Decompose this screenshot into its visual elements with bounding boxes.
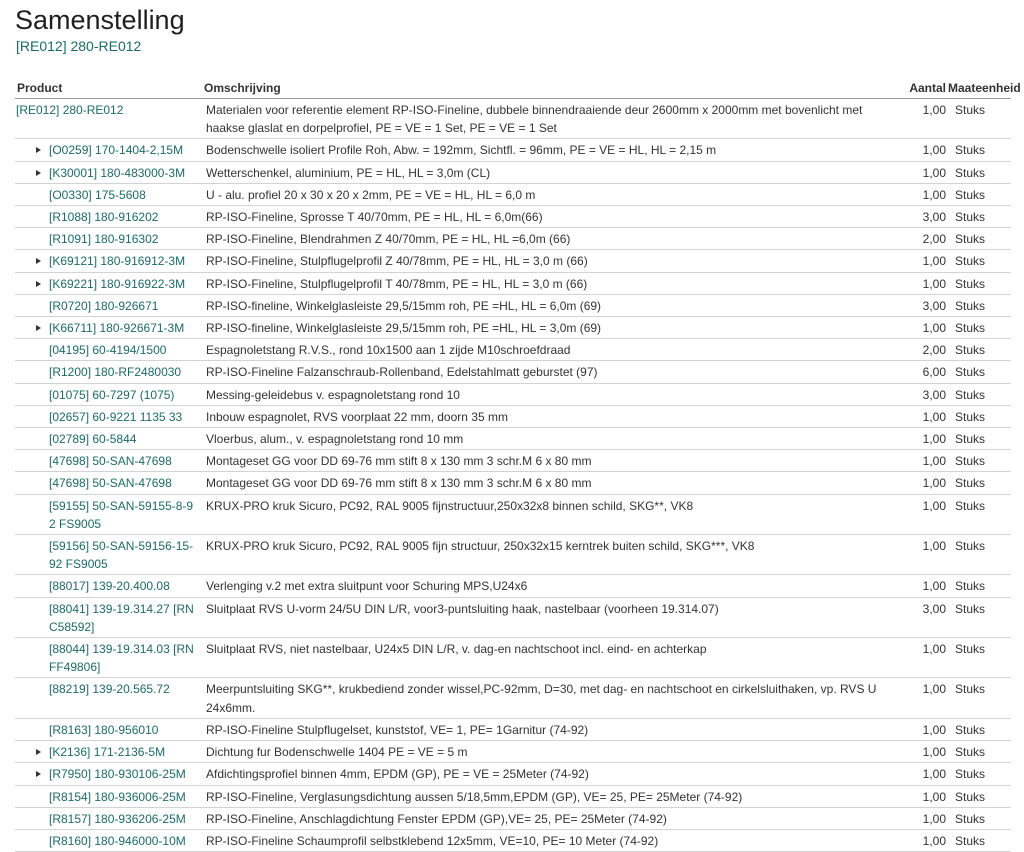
product-code[interactable]: [59155] 50-SAN-59155-8-92 FS9005: [49, 498, 194, 531]
description-cell: Montageset GG voor DD 69-76 mm stift 8 x 130 mm 3 schr.M 6 x 80 mm: [202, 450, 894, 472]
unit-cell: Stuks: [946, 428, 1011, 450]
unit-cell: Stuks: [946, 99, 1011, 139]
unit-cell: Stuks: [946, 829, 1011, 851]
product-code[interactable]: [R1200] 180-RF2480030: [49, 365, 182, 380]
product-code[interactable]: [O0259] 170-1404-2,15M: [49, 143, 184, 158]
product-code[interactable]: [R7950] 180-930106-25M: [49, 767, 186, 782]
product-code[interactable]: [02657] 60-9221 1135 33: [49, 409, 183, 424]
product-cell[interactable]: [15, 405, 202, 427]
product-cell[interactable]: [15, 139, 202, 161]
quantity-cell: 1,00: [894, 829, 946, 851]
unit-cell: Stuks: [946, 785, 1011, 807]
table-row[interactable]: [15, 161, 1011, 183]
product-code[interactable]: [88219] 139-20.565.72: [49, 682, 170, 697]
unit-cell: Stuks: [946, 317, 1011, 339]
quantity-cell: 3,00: [894, 383, 946, 405]
product-code[interactable]: [R0720] 180-926671: [49, 298, 159, 313]
quantity-cell: 1,00: [894, 472, 946, 494]
unit-cell: Stuks: [946, 763, 1011, 785]
description-cell: Montageset GG voor DD 69-76 mm stift 8 x 130 mm 3 schr.M 6 x 80 mm: [202, 472, 894, 494]
product-code[interactable]: [47698] 50-SAN-47698: [49, 454, 172, 469]
unit-cell: Stuks: [946, 807, 1011, 829]
indent: [15, 832, 49, 850]
product-code[interactable]: [R1088] 180-916202: [49, 210, 159, 225]
description-cell: RP-ISO-Fineline, Sprosse T 40/70mm, PE = HL, HL = 6,0m(66): [202, 206, 894, 228]
table-row[interactable]: [15, 361, 1011, 383]
unit-cell: Stuks: [946, 741, 1011, 763]
expand-arrow-icon[interactable]: [36, 325, 41, 331]
product-code[interactable]: [O0330] 175-5608: [49, 187, 146, 202]
unit-cell: Stuks: [946, 575, 1011, 597]
quantity-cell: 1,00: [894, 807, 946, 829]
indent: [15, 430, 49, 448]
description-cell: Sluitplaat RVS, niet nastelbaar, U24x5 DIN L/R, v. dag-en nachtschoot incl. eind- en achterkap: [202, 638, 894, 678]
column-header-quantity[interactable]: Aantal: [894, 79, 946, 99]
table-row[interactable]: [15, 428, 1011, 450]
unit-cell: Stuks: [946, 472, 1011, 494]
unit-cell: Stuks: [946, 361, 1011, 383]
quantity-cell: 1,00: [894, 535, 946, 575]
page-subtitle: [RE012] 280-RE012: [16, 38, 142, 54]
description-cell: Wetterschenkel, aluminium, PE = HL, HL = 3,0m (CL): [202, 161, 894, 183]
table-row[interactable]: [15, 405, 1011, 427]
product-cell[interactable]: [15, 361, 202, 383]
table-row[interactable]: [15, 678, 1011, 718]
table-row[interactable]: [15, 807, 1011, 829]
product-code[interactable]: [01075] 60-7297 (1075): [49, 387, 175, 402]
indent: [15, 252, 49, 270]
product-code[interactable]: [88044] 139-19.314.03 [RNFF49806]: [49, 642, 194, 675]
product-code[interactable]: [RE012] 280-RE012: [16, 103, 124, 117]
indent: [15, 474, 49, 492]
quantity-cell: 1,00: [894, 317, 946, 339]
quantity-cell: 1,00: [894, 450, 946, 472]
product-code[interactable]: [R8163] 180-956010: [49, 722, 159, 737]
table-row[interactable]: [15, 597, 1011, 637]
product-cell[interactable]: [15, 763, 202, 785]
unit-cell: Stuks: [946, 678, 1011, 718]
quantity-cell: 2,00: [894, 228, 946, 250]
description-cell: RP-ISO-Fineline Schaumprofil selbstklebend 12x5mm, VE=10, PE= 10 Meter (74-92): [202, 829, 894, 851]
product-code[interactable]: [59156] 50-SAN-59156-15-92 FS9005: [49, 539, 194, 572]
description-cell: Verlenging v.2 met extra sluitpunt voor Schuring MPS,U24x6: [202, 575, 894, 597]
quantity-cell: 1,00: [894, 250, 946, 272]
product-code[interactable]: [K69121] 180-916912-3M: [49, 254, 186, 269]
quantity-cell: 1,00: [894, 678, 946, 718]
product-cell[interactable]: [15, 741, 202, 763]
product-cell[interactable]: [15, 678, 202, 718]
table-row[interactable]: [15, 535, 1011, 575]
table-row[interactable]: [15, 575, 1011, 597]
description-cell: Materialen voor referentie element RP-ISO-Fineline, dubbele binnendraaiende deur 2600mm x 2000mm met bovenlicht met haakse glaslat en dorpelprofiel, PE = VE = 1 Set, PE = VE = 1 Set: [202, 99, 894, 139]
indent: [15, 452, 49, 470]
quantity-cell: 1,00: [894, 785, 946, 807]
product-cell[interactable]: [15, 383, 202, 405]
expand-arrow-icon[interactable]: [36, 170, 41, 176]
table-row[interactable]: [15, 250, 1011, 272]
product-cell[interactable]: [15, 294, 202, 316]
product-code[interactable]: [R8160] 180-946000-10M: [49, 833, 186, 848]
unit-cell: Stuks: [946, 294, 1011, 316]
product-cell[interactable]: [15, 206, 202, 228]
indent: [15, 810, 49, 828]
quantity-cell: 1,00: [894, 575, 946, 597]
description-cell: RP-ISO-Fineline, Stulpflugelprofil T 40/78mm, PE = HL, HL = 3,0 m (66): [202, 272, 894, 294]
table-row[interactable]: [15, 294, 1011, 316]
table-row[interactable]: [15, 139, 1011, 161]
quantity-cell: 3,00: [894, 294, 946, 316]
product-cell[interactable]: [15, 228, 202, 250]
indent: [15, 788, 49, 806]
indent: [15, 275, 49, 293]
quantity-cell: 3,00: [894, 597, 946, 637]
product-cell[interactable]: [15, 428, 202, 450]
product-code[interactable]: [02789] 60-5844: [49, 432, 137, 447]
product-code[interactable]: [R8157] 180-936206-25M: [49, 811, 186, 826]
table-row[interactable]: [15, 272, 1011, 294]
quantity-cell: 3,00: [894, 206, 946, 228]
description-cell: RP-ISO-fineline, Winkelglasleiste 29,5/15mm roh, PE =HL, HL = 3,0m (69): [202, 317, 894, 339]
quantity-cell: 1,00: [894, 161, 946, 183]
table-row[interactable]: [15, 741, 1011, 763]
indent: [15, 230, 49, 248]
unit-cell: Stuks: [946, 139, 1011, 161]
description-cell: RP-ISO-fineline, Winkelglasleiste 29,5/15mm roh, PE =HL, HL = 6,0m (69): [202, 294, 894, 316]
quantity-cell: 1,00: [894, 183, 946, 205]
description-cell: Vloerbus, alum., v. espagnoletstang rond 10 mm: [202, 428, 894, 450]
expand-arrow-icon[interactable]: [36, 281, 41, 287]
table-row[interactable]: [15, 450, 1011, 472]
unit-cell: Stuks: [946, 494, 1011, 534]
table-row[interactable]: [15, 206, 1011, 228]
description-cell: Sluitplaat RVS U-vorm 24/5U DIN L/R, voor3-puntsluiting haak, nastelbaar (voorheen 19.314.07): [202, 597, 894, 637]
quantity-cell: 1,00: [894, 405, 946, 427]
indent: [15, 640, 49, 658]
product-cell[interactable]: [15, 339, 202, 361]
product-code[interactable]: [K69221] 180-916922-3M: [49, 276, 186, 291]
indent: [15, 721, 49, 739]
indent: [15, 164, 49, 182]
quantity-cell: 6,00: [894, 361, 946, 383]
product-cell[interactable]: [15, 638, 202, 678]
indent: [15, 363, 49, 381]
description-cell: RP-ISO-Fineline, Blendrahmen Z 40/70mm, PE = HL, HL =6,0m (66): [202, 228, 894, 250]
unit-cell: Stuks: [946, 535, 1011, 575]
indent: [15, 408, 49, 426]
table-row[interactable]: [15, 638, 1011, 678]
unit-cell: Stuks: [946, 183, 1011, 205]
product-code[interactable]: [K30001] 180-483000-3M: [49, 165, 186, 180]
product-cell[interactable]: [15, 183, 202, 205]
product-cell[interactable]: [15, 597, 202, 637]
table-row[interactable]: [15, 785, 1011, 807]
product-cell[interactable]: [15, 575, 202, 597]
description-cell: KRUX-PRO kruk Sicuro, PC92, RAL 9005 fijnstructuur,250x32x8 binnen schild, SKG**, VK8: [202, 494, 894, 534]
expand-arrow-icon[interactable]: [36, 749, 41, 755]
quantity-cell: 1,00: [894, 741, 946, 763]
table-row[interactable]: [15, 829, 1011, 851]
unit-cell: Stuks: [946, 638, 1011, 678]
table-row[interactable]: [15, 183, 1011, 205]
expand-arrow-icon[interactable]: [36, 771, 41, 777]
product-code[interactable]: [K66711] 180-926671-3M: [49, 321, 185, 336]
product-cell[interactable]: [15, 472, 202, 494]
product-cell[interactable]: [15, 250, 202, 272]
indent: [15, 186, 49, 204]
quantity-cell: 1,00: [894, 638, 946, 678]
indent: [15, 208, 49, 226]
expand-arrow-icon[interactable]: [36, 258, 41, 264]
description-cell: Espagnoletstang R.V.S., rond 10x1500 aan 1 zijde M10schroefdraad: [202, 339, 894, 361]
unit-cell: Stuks: [946, 597, 1011, 637]
column-header-product[interactable]: Product: [15, 79, 202, 99]
quantity-cell: 1,00: [894, 494, 946, 534]
product-code[interactable]: [88017] 139-20.400.08: [49, 579, 170, 594]
indent: [15, 600, 49, 618]
product-code[interactable]: [04195] 60-4194/1500: [49, 343, 167, 358]
indent: [15, 743, 49, 761]
table-row[interactable]: [15, 228, 1011, 250]
product-cell[interactable]: [15, 99, 202, 139]
quantity-cell: 1,00: [894, 99, 946, 139]
product-cell[interactable]: [15, 317, 202, 339]
unit-cell: Stuks: [946, 272, 1011, 294]
table-row[interactable]: [15, 472, 1011, 494]
quantity-cell: 2,00: [894, 339, 946, 361]
product-cell[interactable]: [15, 829, 202, 851]
product-cell[interactable]: [15, 450, 202, 472]
product-cell[interactable]: [15, 494, 202, 534]
indent: [15, 680, 49, 698]
table-row[interactable]: [15, 99, 1011, 139]
expand-arrow-icon[interactable]: [36, 147, 41, 153]
indent: [15, 319, 49, 337]
product-cell[interactable]: [15, 535, 202, 575]
unit-cell: Stuks: [946, 206, 1011, 228]
quantity-cell: 1,00: [894, 763, 946, 785]
product-cell[interactable]: [15, 161, 202, 183]
product-cell[interactable]: [15, 718, 202, 740]
description-cell: RP-ISO-Fineline Falzanschraub-Rollenband, Edelstahlmatt geburstet (97): [202, 361, 894, 383]
description-cell: RP-ISO-Fineline, Verglasungsdichtung aussen 5/18,5mm,EPDM (GP), VE= 25, PE= 25Meter (74-92): [202, 785, 894, 807]
table-row[interactable]: [15, 763, 1011, 785]
column-header-unit[interactable]: Maateenheid: [946, 79, 1011, 99]
product-code[interactable]: [47698] 50-SAN-47698: [49, 476, 172, 491]
unit-cell: Stuks: [946, 250, 1011, 272]
page-title: Samenstelling: [15, 5, 185, 35]
product-code[interactable]: [R8154] 180-936006-25M: [49, 789, 186, 804]
indent: [15, 297, 49, 315]
description-cell: RP-ISO-Fineline, Anschlagdichtung Fenster EPDM (GP),VE= 25, PE= 25Meter (74-92): [202, 807, 894, 829]
description-cell: Meerpuntsluiting SKG**, krukbediend zonder wissel,PC-92mm, D=30, met dag- en nachtschoot en cirkelsluithaken, vp. RVS U 24x6mm.: [202, 678, 894, 718]
unit-cell: Stuks: [946, 228, 1011, 250]
description-cell: U - alu. profiel 20 x 30 x 20 x 2mm, PE = VE = HL, HL = 6,0 m: [202, 183, 894, 205]
bom-table: [15, 79, 1021, 852]
unit-cell: Stuks: [946, 161, 1011, 183]
indent: [15, 141, 49, 159]
column-header-description[interactable]: Omschrijving: [202, 79, 894, 99]
table-body: [15, 99, 1011, 852]
description-cell: Inbouw espagnolet, RVS voorplaat 22 mm, doorn 35 mm: [202, 405, 894, 427]
unit-cell: Stuks: [946, 339, 1011, 361]
indent: [15, 386, 49, 404]
description-cell: Messing-geleidebus v. espagnoletstang rond 10: [202, 383, 894, 405]
indent: [15, 497, 49, 515]
unit-cell: Stuks: [946, 718, 1011, 740]
indent: [15, 577, 49, 595]
description-cell: KRUX-PRO kruk Sicuro, PC92, RAL 9005 fijn structuur, 250x32x15 kerntrek buiten schild, SKG***, VK8: [202, 535, 894, 575]
product-code[interactable]: [K2136] 171-2136-5M: [49, 745, 166, 760]
product-cell[interactable]: [15, 785, 202, 807]
table-row[interactable]: [15, 339, 1011, 361]
unit-cell: Stuks: [946, 450, 1011, 472]
description-cell: Bodenschwelle isoliert Profile Roh, Abw. = 192mm, Sichtfl. = 96mm, PE = VE = HL, HL = 2,15 m: [202, 139, 894, 161]
product-code[interactable]: [R1091] 180-916302: [49, 232, 159, 247]
unit-cell: Stuks: [946, 405, 1011, 427]
table-row[interactable]: [15, 383, 1011, 405]
description-cell: Dichtung fur Bodenschwelle 1404 PE = VE = 5 m: [202, 741, 894, 763]
quantity-cell: 1,00: [894, 428, 946, 450]
quantity-cell: 1,00: [894, 139, 946, 161]
indent: [15, 341, 49, 359]
description-cell: RP-ISO-Fineline Stulpflugelset, kunststof, VE= 1, PE= 1Garnitur (74-92): [202, 718, 894, 740]
unit-cell: Stuks: [946, 383, 1011, 405]
indent: [15, 537, 49, 555]
indent: [15, 101, 16, 119]
table-row[interactable]: [15, 494, 1011, 534]
description-cell: RP-ISO-Fineline, Stulpflugelprofil Z 40/78mm, PE = HL, HL = 3,0 m (66): [202, 250, 894, 272]
indent: [15, 765, 49, 783]
quantity-cell: 1,00: [894, 718, 946, 740]
table-header-row: [15, 79, 1011, 99]
description-cell: Afdichtingsprofiel binnen 4mm, EPDM (GP), PE = VE = 25Meter (74-92): [202, 763, 894, 785]
product-code[interactable]: [88041] 139-19.314.27 [RNC58592]: [49, 601, 194, 634]
product-cell[interactable]: [15, 807, 202, 829]
product-cell[interactable]: [15, 272, 202, 294]
table-row[interactable]: [15, 317, 1011, 339]
quantity-cell: 1,00: [894, 272, 946, 294]
table-row[interactable]: [15, 718, 1011, 740]
